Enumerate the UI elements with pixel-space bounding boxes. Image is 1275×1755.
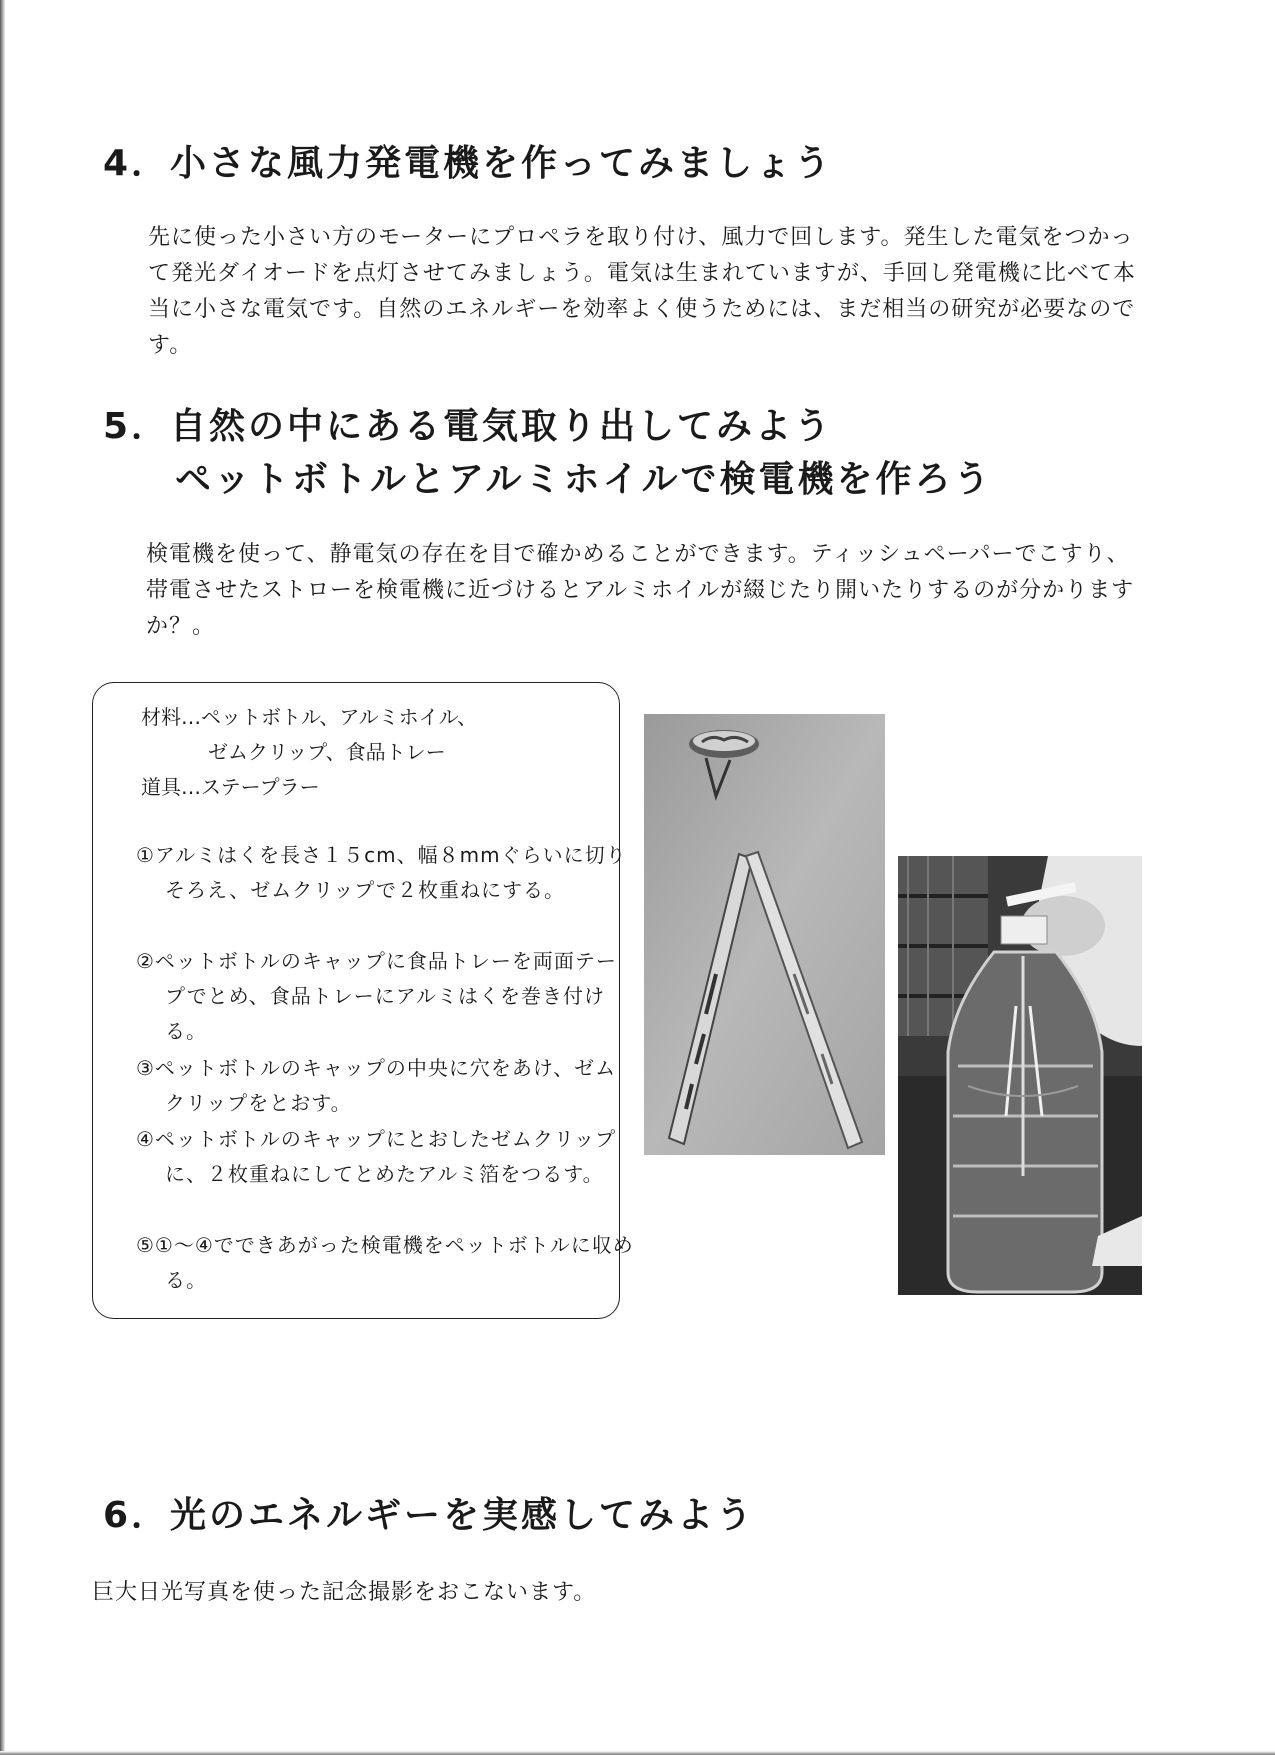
- tools-line: 道具…ステープラー: [141, 775, 320, 799]
- section-6-body: 巨大日光写真を使った記念撮影をおこないます。: [92, 1580, 597, 1605]
- section-5-heading: 5．自然の中にある電気取り出してみよう: [103, 406, 834, 447]
- materials-line: 材料…ペットボトル、アルミホイル、: [141, 705, 477, 729]
- section-5-body: 検電機を使って、静電気の存在を目で確かめることができます。ティッシュペーパーでこすり、帯電させたストローを検電機に近づけるとアルミホイルが綴じたり開いたりするのが分かりますか？。: [146, 542, 1135, 639]
- step-5: ⑤①～④でできあがった検電機をペットボトルに収める。: [136, 1233, 634, 1292]
- section-4-body: 先に使った小さい方のモーターにプロペラを取り付け、風力で回します。発生した電気をつかって発光ダイオードを点灯させてみましょう。電気は生まれていますが、手回し発電機に比べて本当に小さな電気です。自然のエネルギーを効率よく使うためには、まだ相当の研究が必要なのです。: [148, 225, 1136, 358]
- bottle-electroscope-photo: [898, 856, 1142, 1295]
- step-1: ①アルミはくを長さ１５cm、幅８mmぐらいに切りそろえ、ゼムクリップで２枚重ねにする。: [136, 843, 627, 902]
- step-4: ④ペットボトルのキャップにとおしたゼムクリップに、２枚重ねにしてとめたアルミ箔をつるす。: [136, 1127, 617, 1186]
- scan-edge: [0, 0, 5, 1755]
- foil-electroscope-photo: [644, 714, 885, 1155]
- section-6-heading: 6．光のエネルギーを実感してみよう: [103, 1495, 756, 1536]
- step-3: ③ペットボトルのキャップの中央に穴をあけ、ゼムクリップをとおす。: [136, 1056, 617, 1115]
- materials-line-continued: ゼムクリップ、食品トレー: [208, 740, 446, 764]
- step-2: ②ペットボトルのキャップに食品トレーを両面テープでとめ、食品トレーにアルミはくを巻き付ける。: [136, 949, 617, 1043]
- section-4-heading: 4．小さな風力発電機を作ってみましょう: [103, 143, 834, 184]
- section-5-subheading: ペットボトルとアルミホイルで検電機を作ろう: [175, 459, 993, 500]
- scan-edge: [0, 1751, 1275, 1755]
